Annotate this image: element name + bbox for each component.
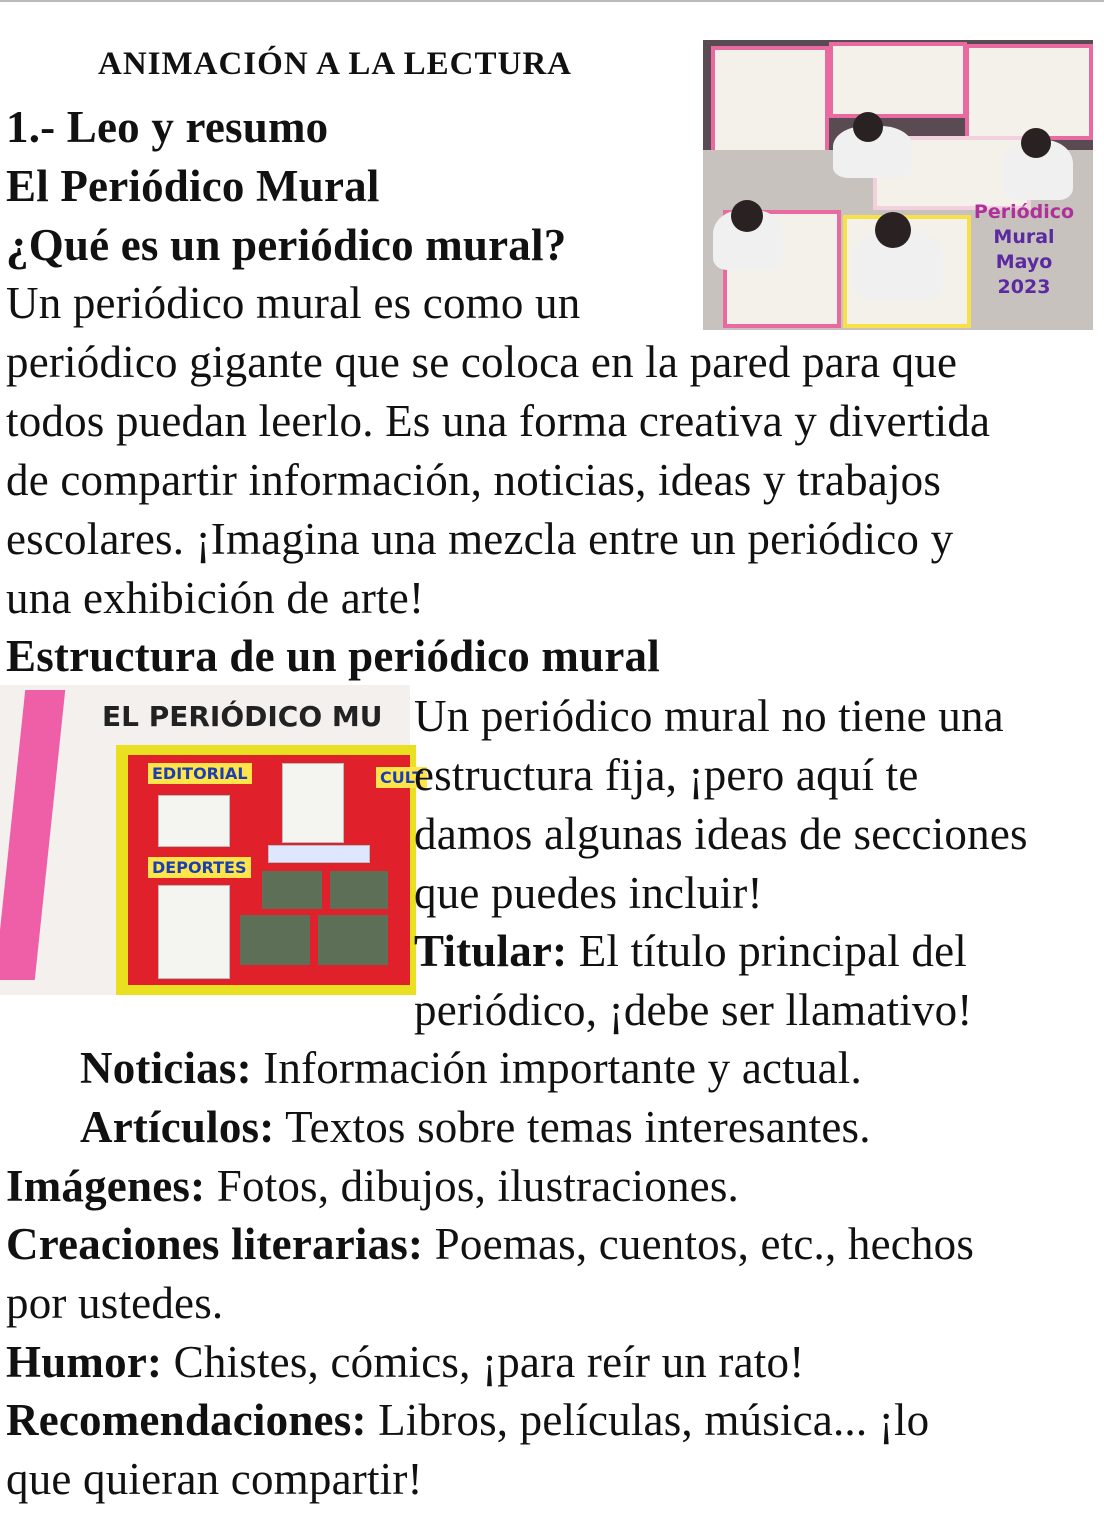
student-head: [1021, 128, 1051, 158]
definition-line: de compartir información, noticias, ideas y trabajos: [6, 455, 942, 505]
section-item-noticias: [80, 1039, 862, 1097]
item-text: Libros, películas, música... ¡lo: [366, 1395, 930, 1445]
center-card: [282, 763, 344, 843]
badge-line: Periódico: [973, 201, 1075, 223]
section-title: 1.- Leo y resumo: [6, 102, 329, 152]
page-header: ANIMACIÓN A LA LECTURA: [98, 46, 572, 82]
item-label: Creaciones literarias:: [6, 1219, 424, 1269]
definition-line: Un periódico mural es como un: [6, 278, 581, 328]
item-text: Poemas, cuentos, etc., hechos: [423, 1219, 975, 1269]
definition-line: periódico gigante que se coloca en la pared para que: [6, 337, 958, 387]
photo-thumbnail: [262, 871, 322, 909]
badge-line: Mural: [993, 226, 1055, 248]
student-head: [731, 200, 763, 232]
mural-sheet: [829, 42, 967, 118]
mural-sheet: [711, 46, 829, 154]
item-label: Imágenes:: [6, 1161, 206, 1211]
item-label: Titular:: [414, 926, 568, 976]
photo-thumbnail: [330, 871, 388, 909]
section-item-creaciones: [6, 1215, 974, 1273]
structure-intro-line: Un periódico mural no tiene una: [414, 691, 1004, 741]
badge-line: Mayo: [995, 251, 1053, 273]
section-item-recomendaciones-cont: que quieran compartir!: [6, 1454, 423, 1504]
document-title: El Periódico Mural: [6, 161, 380, 211]
item-text: Textos sobre temas interesantes.: [274, 1102, 871, 1152]
section-item-recomendaciones: [6, 1391, 929, 1449]
item-text: Fotos, dibujos, ilustraciones.: [205, 1161, 739, 1211]
item-text: Información importante y actual.: [251, 1043, 862, 1093]
structure-intro-line: damos algunas ideas de secciones: [414, 809, 1028, 859]
section-item-articulos: [80, 1098, 871, 1156]
item-label: Recomendaciones:: [6, 1395, 367, 1445]
section-item-imagenes: [6, 1157, 739, 1215]
student-head: [875, 212, 911, 248]
item-text: Chistes, cómics, ¡para reír un rato!: [162, 1337, 805, 1387]
definition-line: todos puedan leerlo. Es una forma creativa y divertida: [6, 396, 991, 446]
item-label: Noticias:: [80, 1043, 252, 1093]
item-text: El título principal del: [567, 926, 967, 976]
board-title: EL PERIÓDICO MU: [102, 700, 383, 733]
structure-heading: Estructura de un periódico mural: [6, 631, 660, 681]
mural-sheet: [965, 44, 1093, 140]
banner-card: [268, 845, 370, 863]
structure-intro-line: estructura fija, ¡pero aquí te: [414, 750, 919, 800]
deportes-label: DEPORTES: [148, 857, 251, 878]
students-mural-photo: [703, 40, 1093, 330]
badge-line: 2023: [997, 276, 1051, 298]
definition-line: una exhibición de arte!: [6, 573, 425, 623]
editorial-card: [158, 795, 230, 847]
photo-thumbnail: [240, 915, 310, 965]
section-item-titular-cont: periódico, ¡debe ser llamativo!: [414, 985, 973, 1035]
mural-date-badge: [963, 200, 1085, 326]
item-label: Humor:: [6, 1337, 163, 1387]
section-item-humor: [6, 1333, 804, 1391]
student-head: [853, 112, 883, 142]
structure-intro-line: que puedes incluir!: [414, 868, 763, 918]
photo-thumbnail: [318, 915, 388, 965]
question-heading: ¿Qué es un periódico mural?: [6, 220, 567, 270]
cultura-label: CULT: [376, 767, 427, 788]
section-item-creaciones-cont: por ustedes.: [6, 1278, 224, 1328]
editorial-label: EDITORIAL: [148, 763, 252, 784]
mural-board-photo: [0, 685, 424, 995]
top-border-line: [0, 0, 1104, 2]
sports-card: [158, 885, 230, 979]
section-item-titular: [414, 922, 967, 980]
item-label: Artículos:: [80, 1102, 275, 1152]
definition-line: escolares. ¡Imagina una mezcla entre un periódico y: [6, 514, 954, 564]
